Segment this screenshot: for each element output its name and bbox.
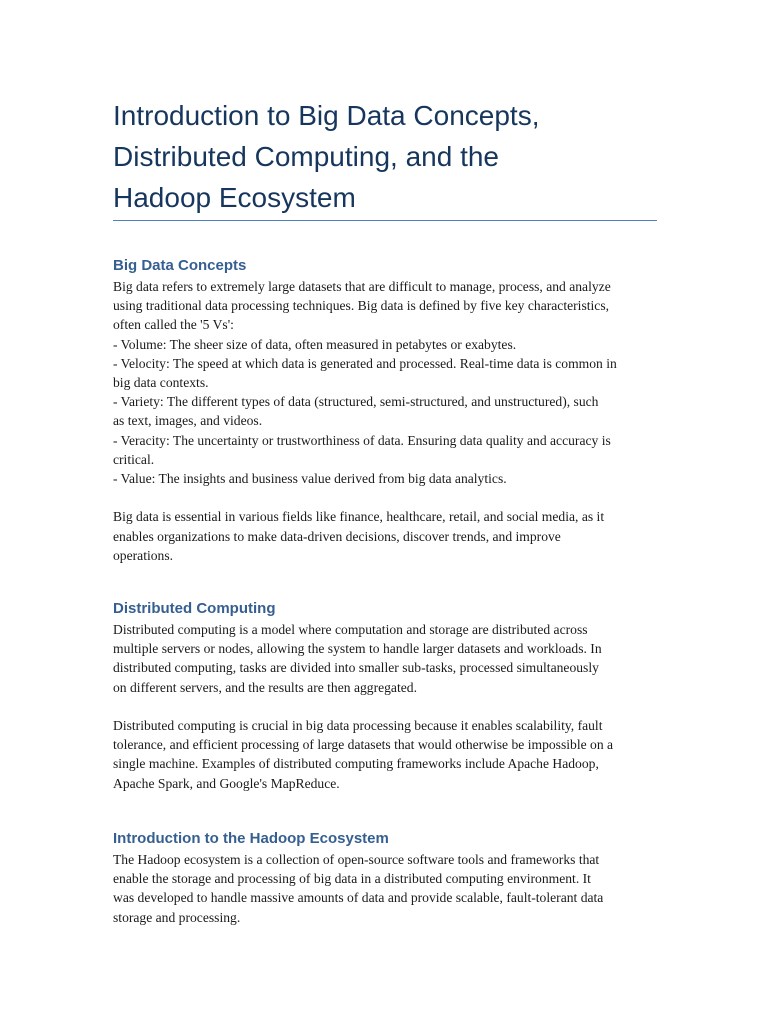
paragraph [113, 716, 658, 793]
paragraph [113, 620, 658, 697]
paragraph [113, 850, 658, 927]
title-line: Distributed Computing, and the [113, 141, 499, 172]
text-line: multiple servers or nodes, allowing the system to handle larger datasets and workloads. In [113, 641, 602, 657]
section-big-data-concepts [113, 256, 658, 565]
text-line: Big data is essential in various fields like finance, healthcare, retail, and social media, as it [113, 509, 605, 525]
title-line: Introduction to Big Data Concepts, [113, 100, 540, 131]
text-line: single machine. Examples of distributed computing frameworks include Apache Hadoop, [113, 756, 599, 772]
paragraph-spacer [113, 697, 658, 716]
title-divider [113, 220, 657, 221]
document-title [113, 95, 658, 218]
paragraph [113, 507, 658, 565]
text-line: big data contexts. [113, 375, 209, 391]
text-line: - Value: The insights and business value derived from big data analytics. [113, 471, 507, 487]
text-line: on different servers, and the results are then aggregated. [113, 679, 417, 695]
text-line: critical. [113, 451, 155, 467]
section-heading: Big Data Concepts [113, 257, 247, 274]
text-line: - Velocity: The speed at which data is generated and processed. Real-time data is common in [113, 355, 617, 371]
text-line: distributed computing, tasks are divided into smaller sub-tasks, processed simultaneously [113, 660, 599, 676]
paragraph-spacer [113, 488, 658, 507]
text-line: - Variety: The different types of data (structured, semi-structured, and unstructured), such [113, 394, 599, 410]
text-line: Distributed computing is a model where computation and storage are distributed across [113, 622, 588, 637]
text-line: was developed to handle massive amounts of data and provide scalable, fault-tolerant data [113, 890, 604, 906]
text-line: Distributed computing is crucial in big data processing because it enables scalability, fault [113, 718, 603, 733]
section-heading: Introduction to the Hadoop Ecosystem [113, 830, 389, 847]
text-line: The Hadoop ecosystem is a collection of open-source software tools and frameworks that [113, 852, 600, 867]
text-line: Apache Spark, and Google's MapReduce. [113, 775, 340, 791]
text-line: - Veracity: The uncertainty or trustworthiness of data. Ensuring data quality and accuracy is [113, 432, 611, 448]
text-line: - Volume: The sheer size of data, often measured in petabytes or exabytes. [113, 336, 517, 352]
text-line: using traditional data processing techniques. Big data is defined by five key characteristics, [113, 298, 610, 314]
title-line: Hadoop Ecosystem [113, 182, 356, 213]
text-line: storage and processing. [113, 909, 241, 925]
text-line: as text, images, and videos. [113, 413, 263, 429]
text-line: enables organizations to make data-driven decisions, discover trends, and improve [113, 528, 561, 544]
text-line: Big data refers to extremely large datasets that are difficult to manage, process, and analyze [113, 279, 611, 294]
text-line: tolerance, and efficient processing of large datasets that would otherwise be impossible on a [113, 737, 614, 753]
section-hadoop-ecosystem [113, 829, 658, 927]
text-line: enable the storage and processing of big data in a distributed computing environment. It [113, 871, 591, 887]
section-distributed-computing [113, 599, 658, 793]
section-heading: Distributed Computing [113, 600, 276, 617]
paragraph [113, 277, 658, 488]
text-line: often called the '5 Vs': [113, 317, 234, 333]
text-line: operations. [113, 547, 174, 563]
